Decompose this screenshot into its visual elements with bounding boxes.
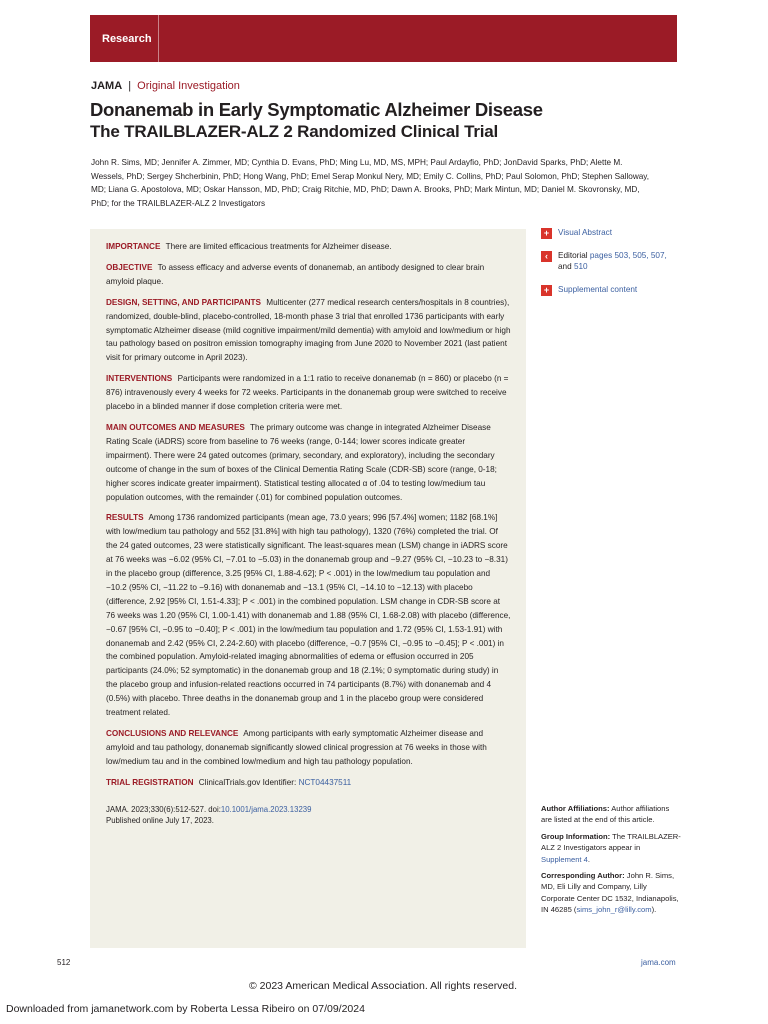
conclusions-text: Among participants with early symptomatic Alzheimer disease and amyloid and tau pathology, donanemab significantly slowed clinical progression at 76 weeks in those with low/medium tau and in the combined low/medium and high tau pathology population. [106,729,487,766]
abstract-box [90,229,526,948]
visual-abstract-label: Visual Abstract [558,228,613,237]
objective-text: To assess efficacy and adverse events of donanemab, an antibody designed to clear brain amyloid plaque. [106,262,485,286]
abstract-registration [106,776,511,790]
design-text: Multicenter (277 medical research centers/hospitals in 8 countries), randomized, double-blind, placebo-controlled, 18-month phase 3 trial that enrolled 1736 participants with early symptomatic Alzheimer disease (mild cognitive impairment/mild dementia) with amyloid and low/medium or high tau pathology based on positron emission tomography imaging from June 2020 to November 2021 (last patient visit for primary outcome in April 2023). [106,297,511,363]
citation-text: JAMA. 2023;330(6):512-527. doi: [106,804,221,814]
editorial-label: Editorial [558,250,588,260]
objective-heading: OBJECTIVE [106,262,153,272]
page-number: 512 [57,958,71,967]
email-link[interactable]: sims_john_r@lilly.com [576,905,652,915]
supplemental-label: Supplemental content [558,284,638,294]
visual-abstract-link[interactable] [541,227,681,239]
arrow-left-icon: ‹ [541,251,552,262]
corresponding-author [541,870,681,916]
registration-heading: TRIAL REGISTRATION [106,777,194,787]
affiliations-heading: Author Affiliations: [541,804,610,813]
copyright: © 2023 American Medical Association. All rights reserved. [249,980,518,992]
published-date: Published online July 17, 2023. [106,816,214,826]
interventions-text: Participants were randomized in a 1:1 ratio to receive donanemab (n = 860) or placebo (n = 876) intravenously every 4 weeks for 72 weeks. Participants in the donanemab group were switched to receive placebo in a blinded manner if dose completion criteria were met. [106,374,509,412]
abstract-results [106,511,511,720]
group-heading: Group Information: [541,831,611,841]
affiliations-text: Author affiliations are listed at the end of this article. [541,804,670,825]
citation-line [106,804,511,816]
journal-line [91,80,240,92]
registration-text: ClinicalTrials.gov Identifier: [198,777,297,787]
abstract-design [106,296,511,366]
corresponding-heading: Corresponding Author: [541,871,625,881]
conclusions-heading: CONCLUSIONS AND RELEVANCE [106,729,239,738]
journal-separator: | [128,80,132,92]
article-subtitle: The TRAILBLAZER-ALZ 2 Randomized Clinical Trial [90,122,499,141]
citation [106,804,511,827]
sidebar-links [541,227,681,306]
group-information: Group Information: The TRAILBLAZER-ALZ 2 Investigators appear in Supplement 4. [541,831,681,864]
abstract-importance [106,240,511,254]
results-heading: RESULTS [106,513,144,523]
interventions-heading: INTERVENTIONS [106,374,173,384]
registration-link[interactable]: NCT04437511 [298,777,352,787]
plus-icon: + [541,285,552,296]
editorial-pages-link[interactable]: pages 503, 505, 507, [589,250,667,260]
corresponding-text: John R. Sims, MD, Eli Lilly and Company, Lilly Corporate Center DC 1532, Indianapolis, IN 46285 ( [541,871,679,915]
site-link[interactable]: jama.com [641,958,676,967]
section-tab [90,15,159,62]
abstract-objective [106,261,511,289]
importance-text: There are limited efficacious treatments for Alzheimer disease. [165,242,392,251]
sidebar-info [541,803,681,921]
abstract-conclusions [106,727,511,769]
article-type: Original Investigation [137,80,240,92]
article-title: Donanemab in Early Symptomatic Alzheimer Disease [90,99,543,120]
design-heading: DESIGN, SETTING, AND PARTICIPANTS [106,297,261,307]
group-text: The TRAILBLAZER-ALZ 2 Investigators appear in [541,831,681,853]
corresponding-end: ). [651,905,657,915]
importance-heading: IMPORTANCE [106,242,161,251]
editorial-last-link[interactable]: 510 [573,262,588,271]
editorial-links [541,250,681,273]
author-list: John R. Sims, MD; Jennifer A. Zimmer, MD; Cynthia D. Evans, PhD; Ming Lu, MD, MS, MPH; Paul Ardayfio, PhD; JonDavid Sparks, PhD; Alette M. Wessels, PhD; Sergey Shcherbinin, PhD; Hong Wang, PhD; Emel Serap Monkul Nery, MD; Emily C. Collins, PhD; Paul Solomon, PhD; Stephen Salloway, MD; Liana G. Apostolova, MD; Oskar Hansson, MD, PhD; Craig Ritchie, MD, PhD; Dawn A. Brooks, PhD; Mark Mintun, MD; Daniel M. Skovronsky, MD, PhD; for the TRAILBLAZER-ALZ 2 Investigators [91,158,650,209]
results-text: Among 1736 randomized participants (mean age, 73.0 years; 996 [57.4%] women; 1182 [68.1%] with low/medium tau pathology and 552 [31.8%] with high tau pathology), 1320 (76%) completed the trial. Of the 24 gated outcomes, 23 were statistically significant. The least-squares mean (LSM) change in iADRS score at 76 weeks was −6.02 (95% CI, −7.01 to −5.03) in the donanemab group and −9.27 (95% CI, −10.23 to −8.31) in the placebo group (difference, 3.25 [95% CI, 1.88-4.62]; P < .001) in the low/medium tau population and −10.2 (95% CI, −11.22 to −9.16) with donanemab and −13.1 (95% CI, −14.10 to −12.13) with placebo (difference, 2.92 [95% CI, 1.51-4.33]; P < .001) in the combined population. LSM change in CDR-SB score at 76 weeks was 1.20 (95% CI, 1.00-1.41) with donanemab and 1.88 (95% CI, 1.68-2.08) with placebo (difference, −0.67 [95% CI, −0.95 to −0.40]; P < .001) in the low/medium tau population and 1.72 (95% CI, 1.53-1.91) with donanemab and 2.42 (95% CI, 2.24-2.60) with placebo (difference, −0.7 [95% CI, −0.95 to −0.45]; P < .001) in the combined population. Amyloid-related imaging abnormalities of edema or effusion occurred in 205 participants (24.0%; 52 symptomatic) in the donanemab group and 18 (2.1%; 0 symptomatic during study) in the placebo group and infusion-related reactions occurred in 74 participants (8.7%) with donanemab and 4 (0.5%) with placebo. Three deaths in the donanemab group and 1 in the placebo group were considered treatment related. [106,513,511,718]
section-label: Research [102,33,152,45]
abstract-interventions [106,372,511,414]
supplement-link[interactable]: Supplement 4 [541,854,588,864]
author-affiliations [541,803,681,826]
outcomes-text: The primary outcome was change in integrated Alzheimer Disease Rating Scale (iADRS) score from baseline to 76 weeks (range, 0-144; lower scores indicate greater impairment). There were 24 gated outcomes (primary, secondary, and exploratory), including the secondary outcome of change in the sum of boxes of the Clinical Dementia Rating Scale (CDR-SB) score (range, 0-18; higher scores indicate greater impairment). Statistical testing allocated α of .04 to testing low/medium tau population outcomes, with the remainder (.01) for combined population outcomes. [106,422,497,502]
supplemental-link[interactable] [541,284,681,296]
plus-icon: + [541,228,552,239]
abstract-outcomes [106,421,511,504]
outcomes-heading: MAIN OUTCOMES AND MEASURES [106,422,245,432]
editorial-and: and [558,262,572,271]
doi-link[interactable]: 10.1001/jama.2023.13239 [220,804,312,814]
journal-name: JAMA [91,80,123,92]
download-notice: Downloaded from jamanetwork.com by Roberta Lessa Ribeiro on 07/09/2024 [6,1003,365,1015]
section-banner [90,15,677,62]
